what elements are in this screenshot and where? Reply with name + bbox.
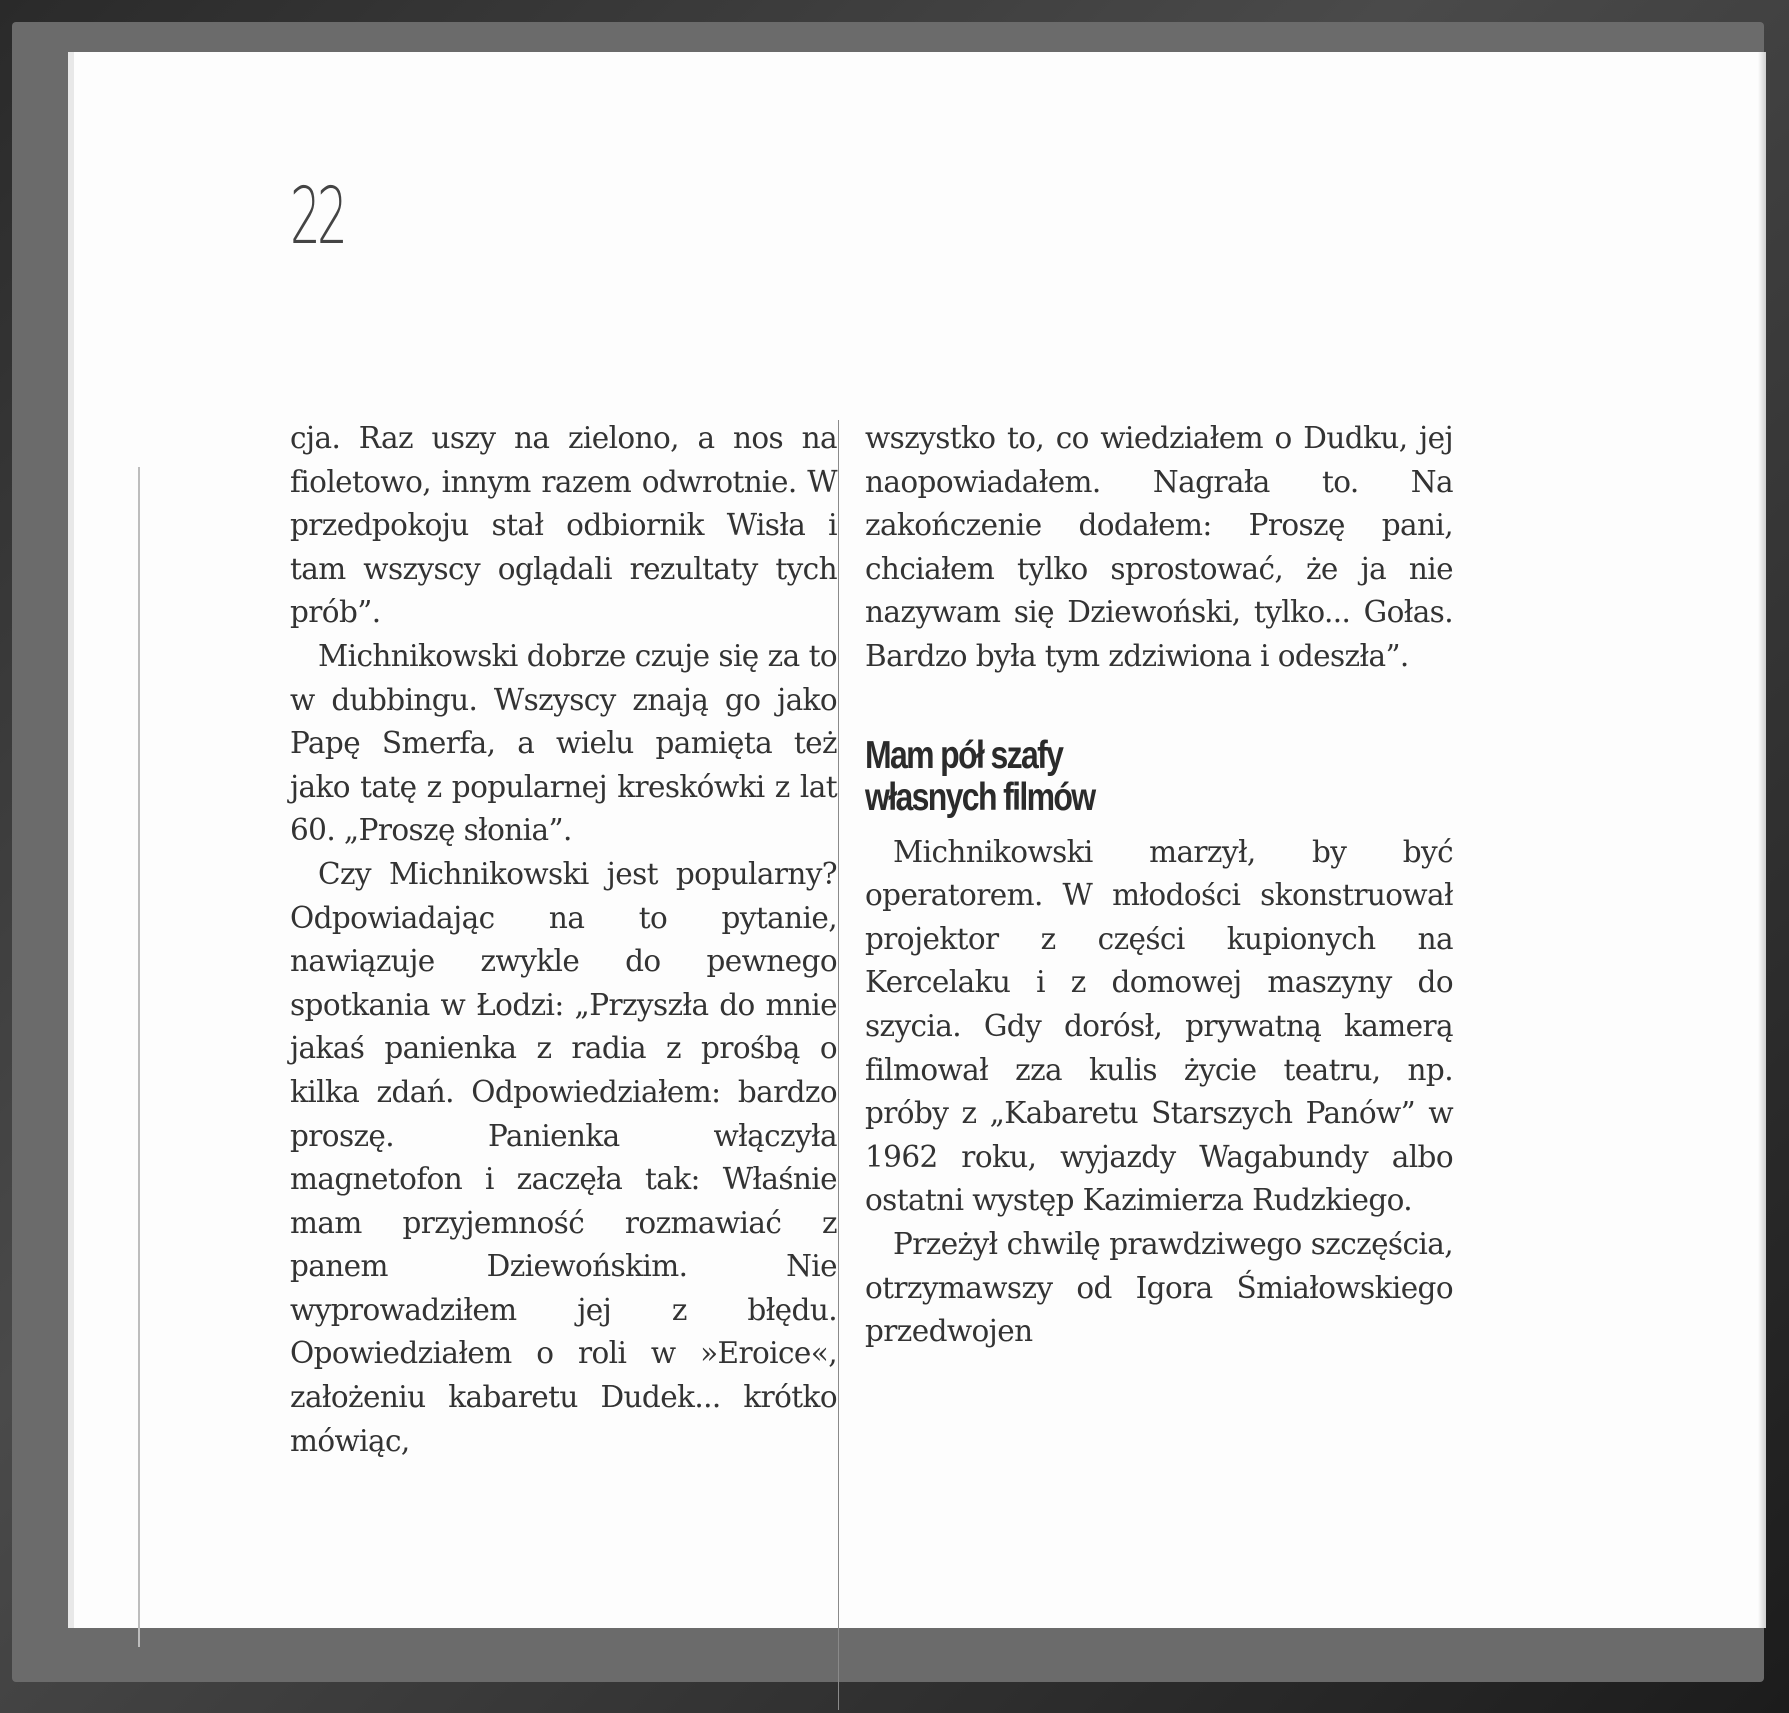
paragraph: cja. Raz uszy na zielono, a nos na fioletowo, innym razem odwrotnie. W przedpokoju stał odbiornik Wisła i tam wszyscy oglądali rezultaty tych prób”. [290,421,837,630]
section-heading-line-1: Mam pół szafy [865,733,1063,777]
page-number: 22 [290,172,345,262]
paragraph: Przeżył chwilę prawdziwego szczęścia, otrzymawszy od Igora Śmiałowskiego przedwojen [865,1226,1453,1349]
page-left-edge [68,52,74,1628]
right-text-column [865,417,1453,1354]
column-divider [838,420,839,1710]
paragraph: Michnikowski marzył, by być operatorem. W młodości skonstruował projektor z części kupionych na Kercelaku i z domowej maszyny do szycia. Gdy dorósł, prywatną kamerą filmował zza kulis życie teatru, np. próby z „Kabaretu Starszych Panów” w 1962 roku, wyjazdy Wagabundy albo ostatni występ Kazimierza Rudzkiego. [865,834,1453,1218]
book-page [68,52,1766,1628]
page-right-edge [1758,52,1766,1628]
paragraph: Czy Michnikowski jest popularny? Odpowiadając na to pytanie, nawiązuje zwykle do pewnego spotkania w Łodzi: „Przyszła do mnie jakaś panienka z radia z prośbą o kilka zdań. Odpowiedziałem: bardzo proszę. Panienka włączyła magnetofon i zaczęła tak: Właśnie mam przyjemność rozmawiać z panem Dziewońskim. Nie wyprowadziłem jej z błędu. Opowiedziałem o roli w »Eroice«, założeniu kabaretu Dudek... krótko mówiąc, [290,856,837,1458]
paragraph: wszystko to, co wiedziałem o Dudku, jej naopowiadałem. Nagrała to. Na zakończenie dodałem: Proszę pani, chciałem tylko sprostować, że ja nie nazywam się Dziewoński, tylko... Gołas. Bardzo była tym zdziwiona i odeszła”. [865,421,1453,673]
margin-shadow-line [138,467,140,1647]
section-heading-line-2: własnych filmów [865,775,1095,819]
paragraph: Michnikowski dobrze czuje się za to w dubbingu. Wszyscy znają go jako Papę Smerfa, a wielu pamięta też jako tatę z popularnej kreskówki z lat 60. „Proszę słonia”. [290,638,837,848]
left-text-column [290,417,837,1463]
section-heading [865,735,1444,819]
